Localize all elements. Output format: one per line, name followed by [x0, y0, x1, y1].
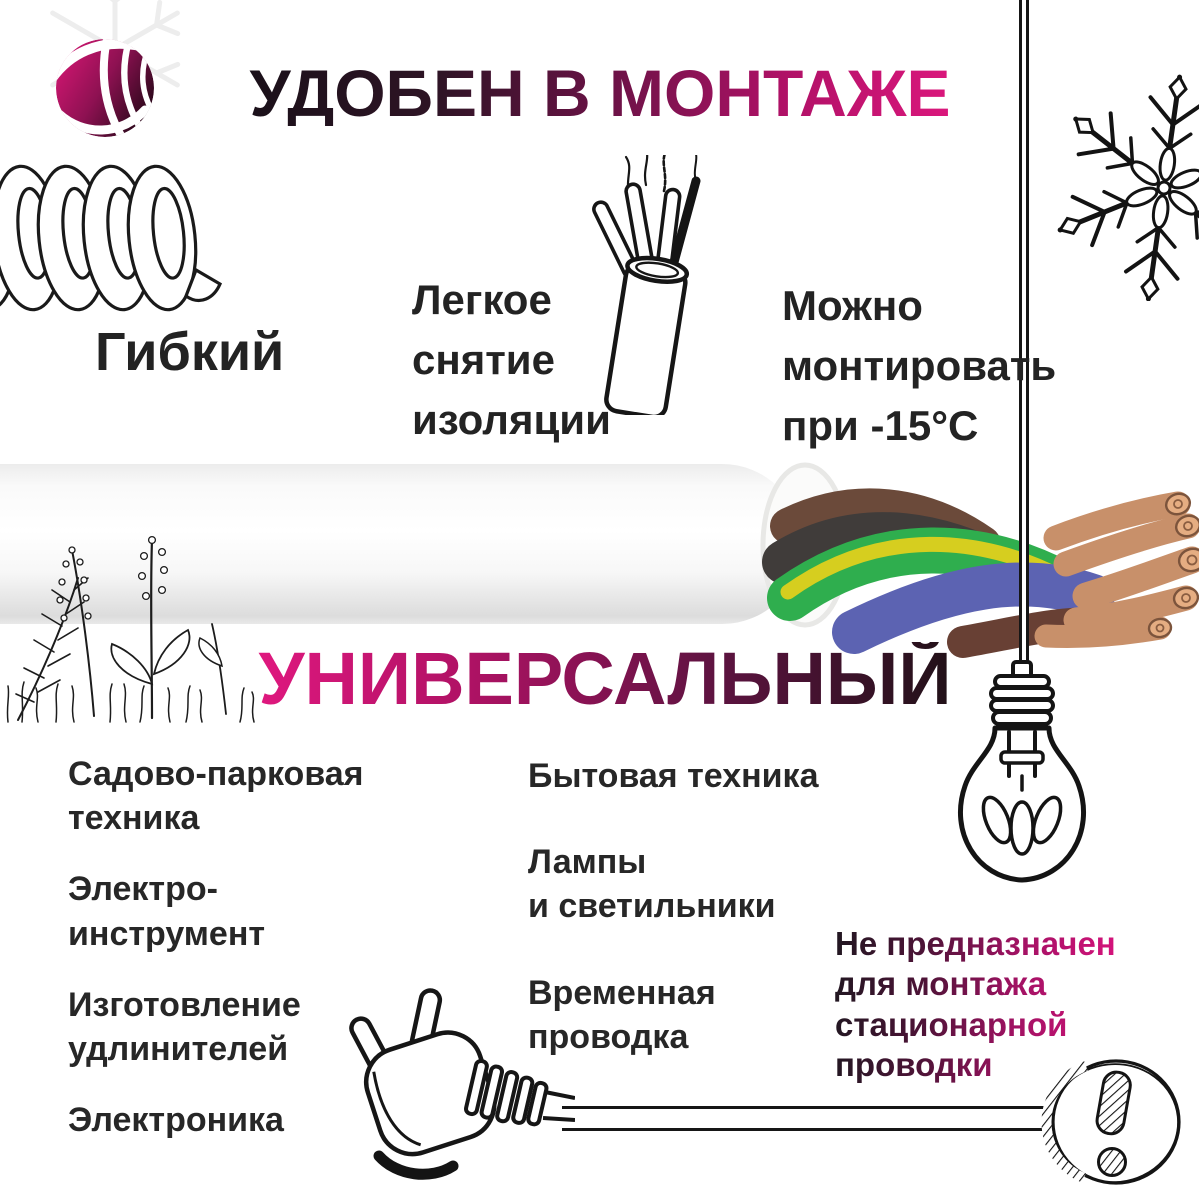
app-item-appliances: Бытовая техника	[528, 757, 819, 795]
app-item-power-tools: Электро- инструмент	[68, 870, 266, 953]
applications-middle-column	[528, 754, 818, 1101]
feature-label-easy-strip: Легкое снятие изоляции	[412, 276, 611, 444]
feature-label-cold-install: Можно монтировать при -15°С	[782, 282, 1057, 450]
applications-left-column	[68, 752, 364, 1169]
coil-icon	[0, 158, 228, 318]
app-item-temp-wiring: Временная проводка	[528, 973, 716, 1056]
light-bulb-icon	[933, 636, 1113, 886]
app-item-lamps: Лампы и светильники	[528, 843, 776, 926]
title-universal: УНИВЕРСАЛЬНЫЙ	[255, 642, 955, 716]
title-montage: УДОБЕН В МОНТАЖЕ	[228, 60, 972, 126]
plants-illustration	[0, 506, 268, 726]
brand-logo-icon	[53, 36, 157, 140]
app-item-extension-cords: Изготовление удлинителей	[68, 985, 301, 1068]
app-item-garden: Садово-парковая техника	[68, 755, 364, 838]
snowflake-icon	[1032, 56, 1199, 301]
app-item-electronics: Электроника	[68, 1101, 284, 1140]
feature-label-flexible: Гибкий	[95, 322, 285, 382]
cord-line	[562, 1106, 1058, 1131]
warning-text: Не предназначен для монтажа стационарной проводки	[835, 924, 1116, 1085]
cable-wires	[758, 446, 1199, 660]
